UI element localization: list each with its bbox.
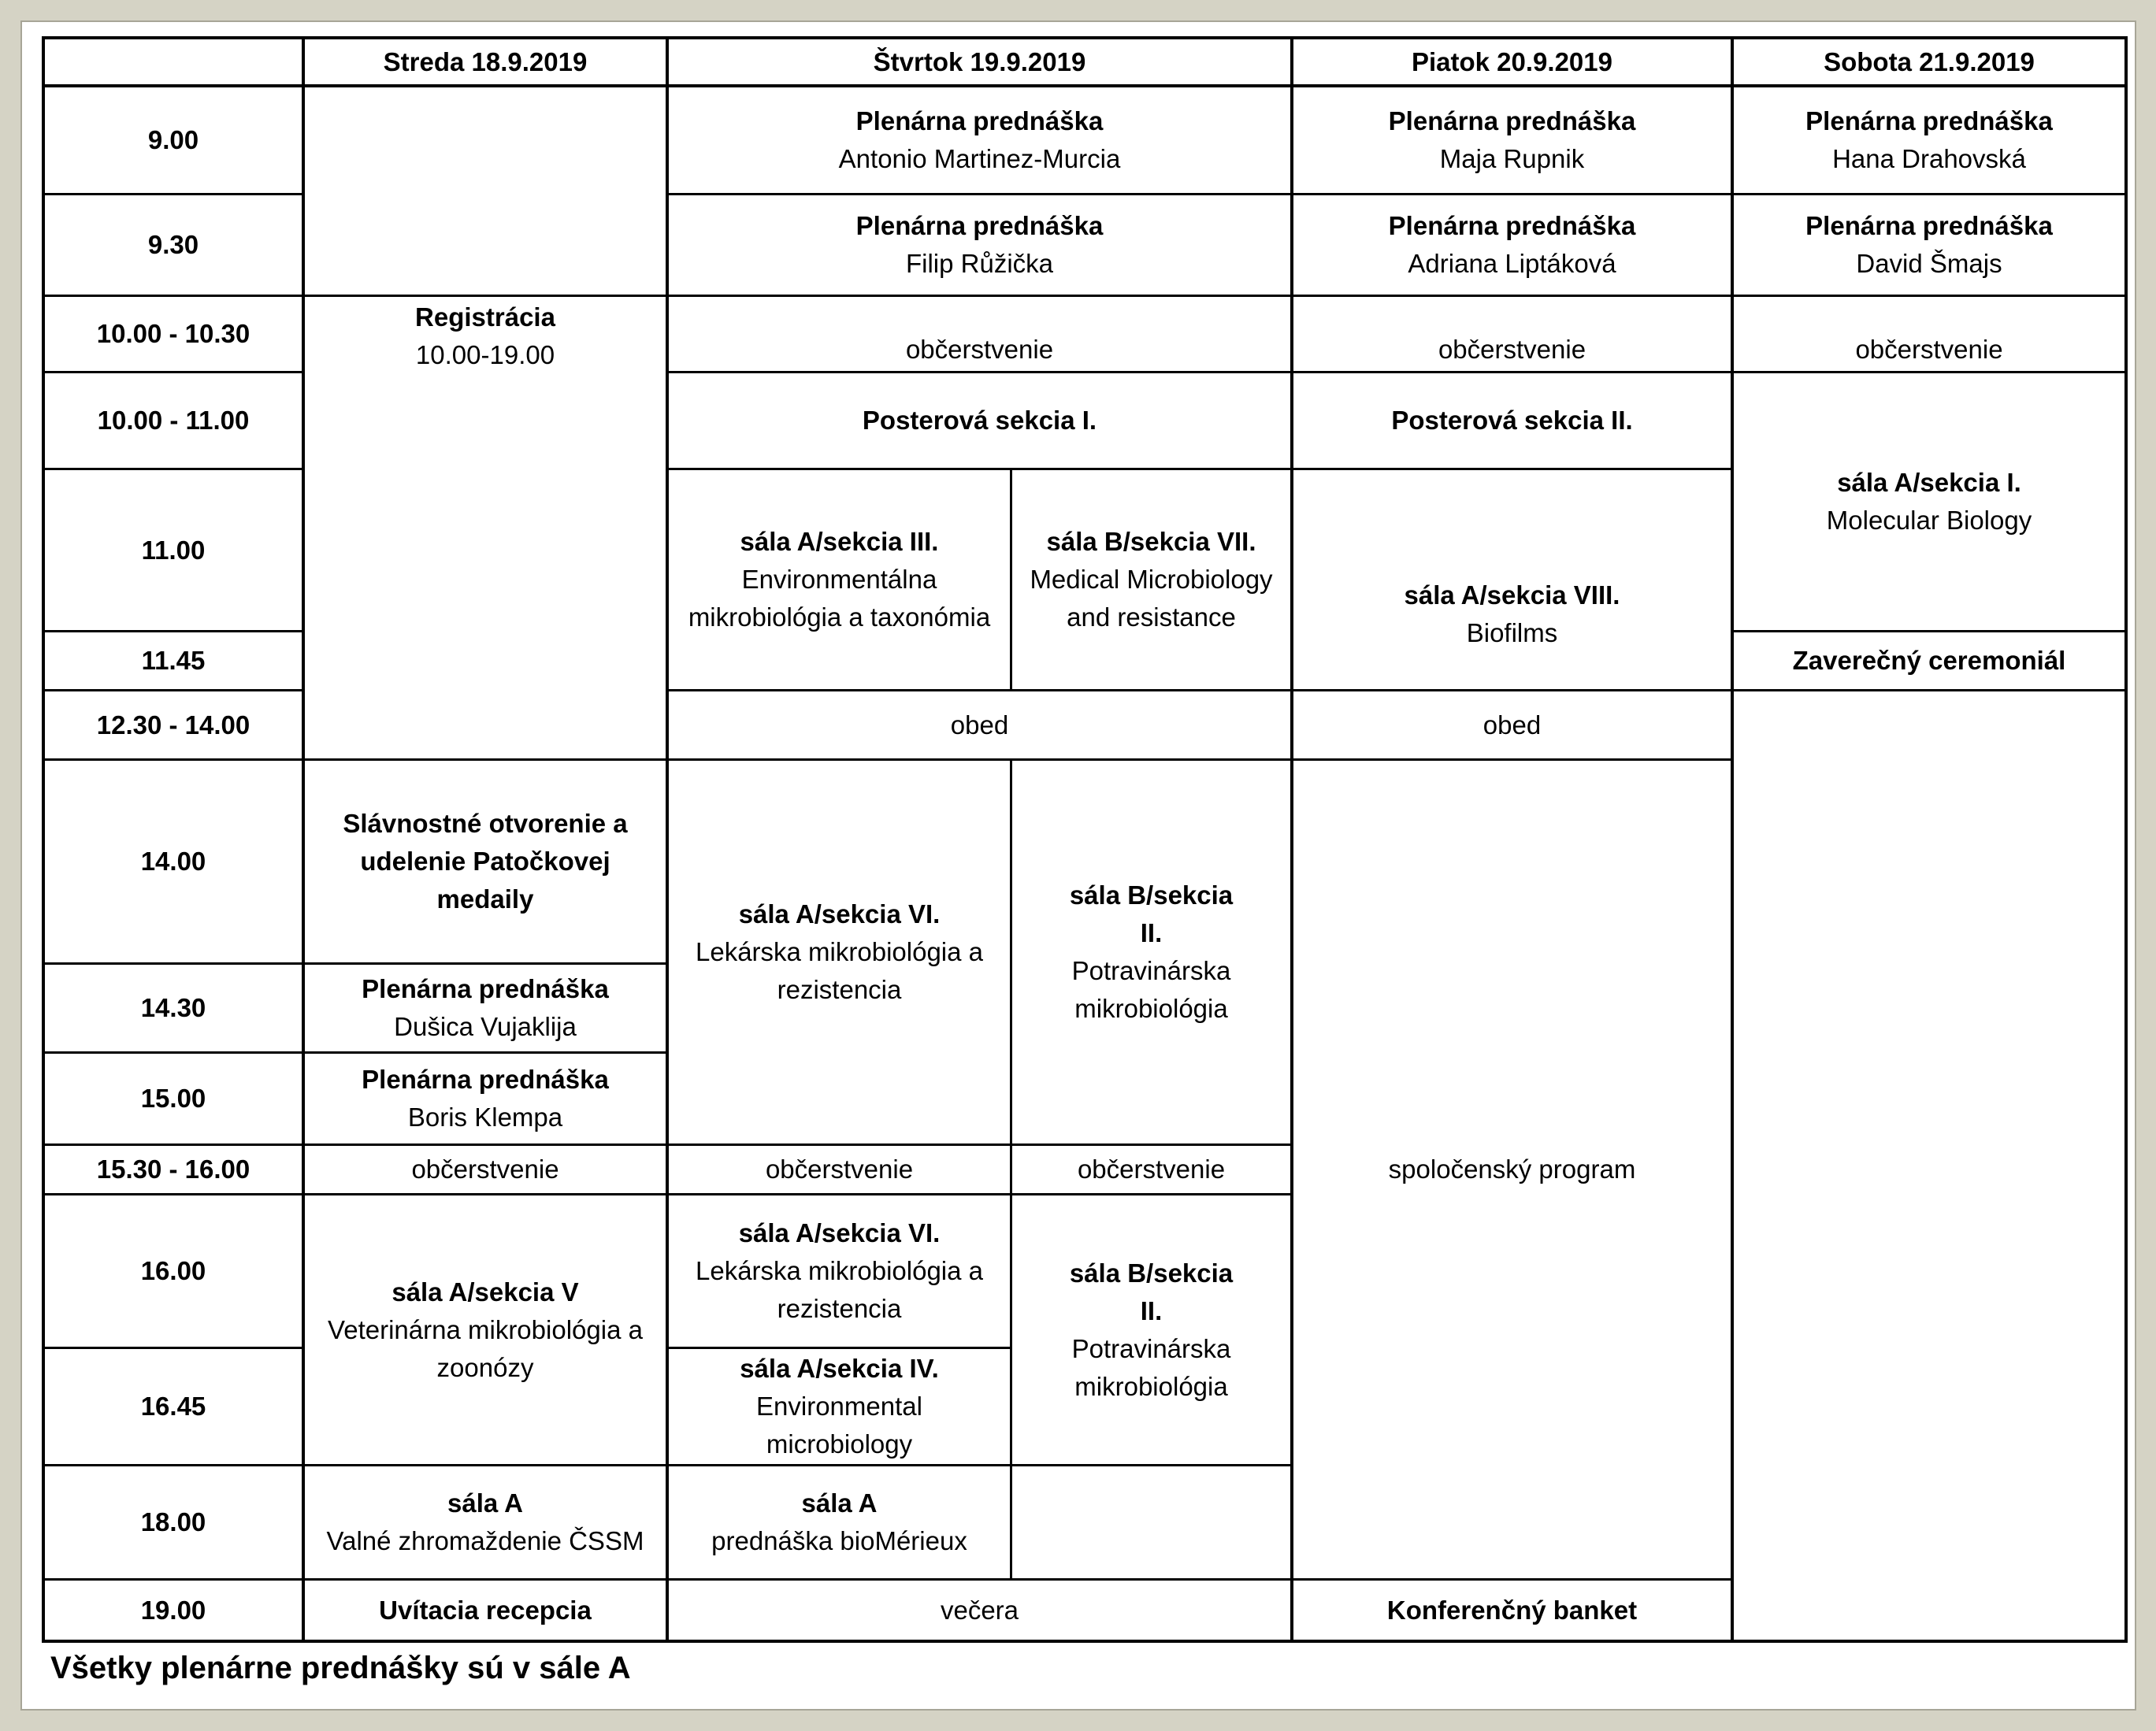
thu-plenary-0900-title: Plenárna prednáška [855,106,1104,135]
thu-section-iv [669,1349,1010,1464]
time-slot-1230-1400: 12.30 - 14.00 [96,710,250,739]
sat-section-i-topic: Molecular Biology [1826,506,2032,535]
time-slot-1400: 14.00 [140,847,206,876]
wed-registration-title: Registrácia [415,302,555,332]
thu-section-iv-title: sála A/sekcia IV. [740,1354,939,1383]
fri-poster-section [1293,373,1731,468]
thu-section-ii-late [1012,1195,1290,1464]
fri-plenary-0930-speaker: Adriana Liptáková [1408,249,1616,278]
wed-plenary-1500 [305,1054,666,1143]
sat-closing-label: Zaverečný ceremoniál [1792,646,2066,675]
thu-section-vi-pm [669,761,1010,1143]
time-slot-1800: 18.00 [140,1507,206,1536]
thu-refreshment-a: občerstvenie [765,1155,914,1184]
thu-section-vii-title: sála B/sekcia VII. [1046,527,1256,556]
wed-plenary-1430 [305,965,666,1051]
fri-section-viii-topic: Biofilms [1466,618,1558,647]
thu-dinner: večera [940,1595,1019,1625]
thu-biomerieux-sub: prednáška bioMérieux [711,1526,967,1555]
sat-section-i [1734,373,2124,630]
thu-plenary-0900-speaker: Antonio Martinez-Murcia [838,144,1121,173]
wed-section-v [305,1195,666,1464]
fri-plenary-0930-title: Plenárna prednáška [1388,211,1636,240]
time-slot-1000-1030: 10.00 - 10.30 [96,319,250,348]
thu-plenary-0930-speaker: Filip Růžička [905,249,1054,278]
fri-conference-banquet [1293,1581,1731,1640]
wed-plenary-1500-title: Plenárna prednáška [362,1065,609,1094]
fri-plenary-0900-title: Plenárna prednáška [1388,106,1636,135]
time-slot-1900: 19.00 [140,1595,206,1625]
wed-plenary-1430-title: Plenárna prednáška [362,974,609,1003]
sat-plenary-0900-title: Plenárna prednáška [1805,106,2053,135]
thu-section-vi-late [669,1195,1010,1347]
time-slot-1100: 11.00 [141,535,206,565]
fri-poster-label: Posterová sekcia II. [1391,406,1633,435]
thu-section-ii-pm-title: sála B/sekcia II. [1069,880,1234,947]
thu-section-iii-title: sála A/sekcia III. [740,527,939,556]
thu-section-iii-topic: Environmentálna mikrobiológia a taxonómia [688,565,991,632]
thu-poster-section [669,373,1290,468]
thu-section-vi-late-title: sála A/sekcia VI. [738,1218,941,1247]
wed-registration [305,297,666,376]
wed-refreshment: občerstvenie [411,1155,559,1184]
wed-opening-title: Slávnostné otvorenie a udelenie Patočkovej medaily [343,809,628,914]
footnote-plenary-location: Všetky plenárne prednášky sú v sále A [50,1651,631,1685]
thu-lunch: obed [950,710,1009,739]
fri-plenary-0900 [1293,87,1731,193]
fri-banquet-label: Konferenčný banket [1386,1595,1638,1625]
thu-refreshment-b: občerstvenie [1077,1155,1226,1184]
wed-section-v-topic: Veterinárna mikrobiológia a zoonózy [328,1314,643,1382]
header-day-friday: Piatok 20.9.2019 [1411,46,1612,76]
thu-section-vii-topic: Medical Microbiology and resistance [1030,565,1273,632]
time-slot-1530-1600: 15.30 - 16.00 [96,1155,250,1184]
thu-section-vii [1012,470,1290,689]
wed-plenary-1430-speaker: Dušica Vujaklija [394,1012,577,1041]
header-day-wednesday: Streda 18.9.2019 [383,46,588,76]
sat-refreshment: občerstvenie [1855,335,2003,364]
thu-section-ii-late-topic: Potravinárska mikrobiológia [1071,1333,1231,1401]
wed-opening-ceremony [305,761,666,962]
fri-refreshment: občerstvenie [1438,335,1586,364]
header-corner [45,39,302,84]
fri-social-program: spoločenský program [1388,1155,1636,1184]
time-slot-1000-1100: 10.00 - 11.00 [97,406,250,435]
thu-plenary-0930 [669,195,1290,295]
sat-plenary-0930-speaker: David Šmajs [1856,249,2002,278]
thu-section-iv-topic: Environmental microbiology [756,1392,922,1459]
sat-plenary-0930 [1734,195,2124,295]
header-day-thursday: Štvrtok 19.9.2019 [873,46,1086,76]
time-slot-0930: 9.30 [147,230,199,259]
sat-plenary-0930-title: Plenárna prednáška [1805,211,2053,240]
sat-section-i-title: sála A/sekcia I. [1837,468,2021,497]
sat-plenary-0900 [1734,87,2124,193]
thu-biomerieux-lecture [669,1466,1010,1578]
thu-section-vi-pm-topic: Lekárska mikrobiológia a rezistencia [695,937,983,1004]
wed-welcome-reception [305,1581,666,1640]
wed-registration-hours: 10.00-19.00 [415,340,555,369]
time-slot-1500: 15.00 [140,1084,206,1113]
wed-assembly-title: sála A [447,1488,523,1518]
thu-biomerieux-title: sála A [801,1488,878,1518]
wed-plenary-1500-speaker: Boris Klempa [407,1103,563,1132]
fri-section-viii-title: sála A/sekcia VIII. [1404,580,1620,610]
thu-section-vi-late-topic: Lekárska mikrobiológia a rezistencia [695,1256,983,1323]
thu-plenary-0930-title: Plenárna prednáška [855,211,1104,240]
wed-section-v-title: sála A/sekcia V [391,1277,579,1307]
fri-plenary-0900-speaker: Maja Rupnik [1439,144,1585,173]
thu-section-ii-pm [1012,761,1290,1143]
thu-plenary-0900 [669,87,1290,193]
fri-plenary-0930 [1293,195,1731,295]
wed-general-assembly [305,1466,666,1578]
fri-lunch: obed [1482,710,1542,739]
header-day-saturday: Sobota 21.9.2019 [1824,46,2035,76]
time-slot-1645: 16.45 [140,1392,206,1421]
wed-assembly-sub: Valné zhromaždenie ČSSM [326,1526,644,1555]
thu-refreshment-am: občerstvenie [905,335,1054,364]
sat-plenary-0900-speaker: Hana Drahovská [1832,144,2026,173]
thu-section-ii-late-title: sála B/sekcia II. [1069,1258,1234,1325]
time-slot-1600: 16.00 [140,1256,206,1285]
thu-poster-label: Posterová sekcia I. [862,406,1097,435]
thu-section-ii-pm-topic: Potravinárska mikrobiológia [1071,956,1231,1023]
time-slot-1145: 11.45 [141,646,206,675]
time-slot-0900: 9.00 [147,125,199,154]
time-slot-1430: 14.30 [140,993,206,1022]
thu-section-iii [669,470,1010,689]
thu-section-vi-pm-title: sála A/sekcia VI. [738,899,941,929]
sat-closing-ceremony [1734,632,2124,689]
wed-reception-label: Uvítacia recepcia [379,1595,592,1625]
